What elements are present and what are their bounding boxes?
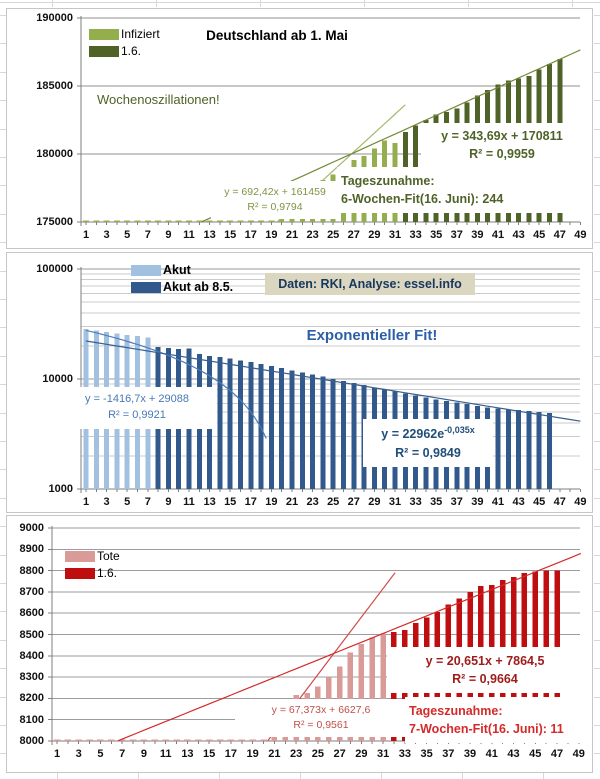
x-axis-label: 9 bbox=[165, 496, 172, 508]
x-axis-label: 13 bbox=[181, 748, 194, 760]
sheet-gridline bbox=[594, 271, 600, 272]
sheet-gridline bbox=[594, 725, 600, 726]
legend-label: Tote bbox=[97, 549, 120, 563]
y-axis-label: 10000 bbox=[42, 373, 73, 385]
x-axis-label: 17 bbox=[244, 229, 257, 241]
sheet-gridline bbox=[594, 129, 600, 130]
x-axis-label: 5 bbox=[124, 496, 131, 508]
sheet-gridline bbox=[594, 526, 600, 527]
trend-label-6-wochen bbox=[421, 123, 583, 167]
sheet-gridline bbox=[0, 15, 6, 16]
trend-equation: $y = 22962e^{-0,035x}$ bbox=[381, 425, 475, 442]
x-axis-label: 49 bbox=[572, 748, 585, 760]
x-axis-label: 11 bbox=[183, 229, 195, 241]
trend-equation: y = 67,373x + 6627,6 bbox=[271, 703, 371, 716]
legend-swatch-1-6 bbox=[65, 568, 95, 579]
x-axis-label: 3 bbox=[75, 748, 82, 760]
y-axis-label: 1000 bbox=[48, 483, 73, 495]
x-axis-label: 33 bbox=[398, 748, 411, 760]
legend-label: 1.6. bbox=[97, 566, 118, 580]
x-axis-label: 5 bbox=[124, 229, 131, 241]
legend bbox=[65, 550, 120, 580]
x-axis-label: 39 bbox=[471, 229, 484, 241]
sheet-gridline bbox=[594, 413, 600, 414]
x-axis-label: 49 bbox=[574, 229, 587, 241]
sheet-gridline bbox=[594, 555, 600, 556]
sheet-gridline bbox=[0, 271, 6, 272]
x-axis-label: 31 bbox=[388, 229, 402, 241]
sheet-gridline bbox=[594, 583, 600, 584]
sheet-gridline bbox=[594, 214, 600, 215]
x-axis-label: 29 bbox=[368, 229, 381, 241]
x-axis-label: 41 bbox=[491, 229, 505, 241]
trend-equation: y = 692,42x + 161459 bbox=[224, 185, 326, 198]
chart-infections-panel bbox=[6, 8, 593, 249]
sheet-gridline bbox=[364, 0, 365, 7]
chart-active-cases-panel bbox=[6, 252, 593, 513]
sheet-gridline bbox=[462, 773, 463, 779]
daily-increase-note bbox=[337, 167, 587, 213]
sheet-gridline bbox=[594, 753, 600, 754]
x-axis-label: 17 bbox=[224, 748, 238, 760]
x-axis-label: 39 bbox=[471, 496, 484, 508]
sheet-gridline bbox=[0, 185, 6, 186]
sheet-gridline bbox=[594, 100, 600, 101]
sheet-gridline bbox=[594, 15, 600, 16]
legend-swatch-1-6 bbox=[89, 46, 119, 57]
sheet-gridline bbox=[0, 242, 6, 243]
increase-value: 7-Wochen-Fit(16. Juni): 11 bbox=[409, 722, 564, 736]
trend-equation: y = -1416,7x + 29088 bbox=[85, 393, 189, 406]
legend-label: Akut bbox=[163, 263, 191, 277]
sheet-gridline bbox=[0, 327, 6, 328]
sheet-gridline bbox=[594, 157, 600, 158]
x-axis-label: 23 bbox=[290, 748, 303, 760]
x-axis-label: 17 bbox=[244, 496, 257, 508]
sheet-gridline bbox=[594, 72, 600, 73]
x-axis-label: 7 bbox=[144, 229, 151, 241]
exponential-fit-headline: Exponentieller Fit! bbox=[306, 327, 438, 344]
x-axis-label: 37 bbox=[450, 229, 463, 241]
sheet-gridline bbox=[594, 384, 600, 385]
trend-r2: R² = 0,9849 bbox=[395, 445, 461, 460]
x-axis-label: 15 bbox=[224, 229, 237, 241]
x-axis-label: 13 bbox=[203, 229, 216, 241]
x-axis-label: 39 bbox=[463, 748, 477, 760]
sheet-gridline bbox=[0, 611, 6, 612]
x-axis-label: 31 bbox=[376, 748, 390, 760]
y-axis-label: 8300 bbox=[19, 671, 44, 684]
x-axis-label: 31 bbox=[388, 496, 402, 508]
legend-label: Akut ab 8.5. bbox=[163, 280, 234, 294]
legend-label: 1.6. bbox=[121, 44, 142, 58]
x-axis-label: 1 bbox=[82, 496, 90, 508]
sheet-gridline bbox=[0, 583, 6, 584]
x-axis-label: 7 bbox=[119, 748, 126, 760]
x-axis-label: 25 bbox=[311, 748, 324, 760]
data-source-note: Daten: RKI, Analyse: essel.info bbox=[265, 273, 475, 295]
x-axis-label: 3 bbox=[103, 496, 110, 508]
sheet-gridline bbox=[572, 0, 573, 7]
x-axis-label: 33 bbox=[409, 496, 422, 508]
y-axis-label: 100000 bbox=[36, 263, 73, 275]
sheet-gridline bbox=[0, 413, 6, 414]
x-axis-label: 29 bbox=[368, 496, 381, 508]
x-axis-label: 11 bbox=[159, 748, 172, 760]
trend-label-exponential bbox=[363, 419, 493, 467]
sheet-gridline bbox=[0, 129, 6, 130]
x-axis-label: 21 bbox=[285, 496, 299, 508]
increase-value: 6-Wochen-Fit(16. Juni): 244 bbox=[341, 192, 504, 206]
sheet-gridline bbox=[0, 469, 6, 470]
y-axis-label: 175000 bbox=[36, 216, 73, 228]
legend-item bbox=[131, 281, 233, 294]
sheet-gridline bbox=[0, 384, 6, 385]
legend bbox=[131, 264, 233, 294]
trend-label-7-wochen bbox=[387, 647, 583, 693]
y-axis-label: 8100 bbox=[19, 713, 44, 726]
trend-label-tote bbox=[235, 699, 407, 737]
trend-r2: R² = 0,9921 bbox=[108, 409, 166, 421]
x-axis-label: 27 bbox=[347, 229, 360, 241]
y-axis-label: 8400 bbox=[19, 649, 44, 662]
x-axis-label: 43 bbox=[507, 748, 520, 760]
sheet-gridline bbox=[0, 725, 6, 726]
x-axis-label: 45 bbox=[533, 229, 546, 241]
sheet-gridline bbox=[594, 43, 600, 44]
x-axis-label: 47 bbox=[550, 748, 564, 760]
legend-swatch-akut-ab-8-5 bbox=[131, 282, 161, 293]
x-axis-label: 11 bbox=[183, 496, 195, 508]
sheet-gridline bbox=[0, 43, 6, 44]
trend-equation: y = 20,651x + 7864,5 bbox=[425, 653, 545, 668]
sheet-gridline bbox=[0, 697, 6, 698]
legend-item bbox=[65, 550, 120, 563]
sheet-gridline bbox=[594, 356, 600, 357]
x-axis-label: 1 bbox=[53, 748, 61, 760]
sheet-gridline bbox=[594, 498, 600, 499]
x-axis-label: 15 bbox=[224, 496, 237, 508]
chart-title: Deutschland ab 1. Mai bbox=[206, 28, 348, 43]
x-axis-label: 37 bbox=[450, 496, 463, 508]
x-axis-label: 45 bbox=[529, 748, 542, 760]
x-axis-label: 47 bbox=[553, 496, 566, 508]
legend-swatch-akut bbox=[131, 265, 161, 276]
x-axis-label: 21 bbox=[285, 229, 299, 241]
sheet-gridline bbox=[594, 668, 600, 669]
x-axis-label: 49 bbox=[574, 496, 587, 508]
sheet-gridline bbox=[219, 773, 220, 779]
increase-title: Tageszunahme: bbox=[341, 173, 435, 188]
x-axis-label: 9 bbox=[165, 229, 172, 241]
sheet-gridline bbox=[0, 555, 6, 556]
exponent: -0,035x bbox=[444, 425, 475, 436]
x-axis-label: 33 bbox=[409, 229, 422, 241]
legend-swatch-tote bbox=[65, 551, 95, 562]
x-axis-label: 27 bbox=[347, 496, 360, 508]
x-axis-label: 35 bbox=[430, 229, 443, 241]
sheet-gridline bbox=[468, 0, 469, 7]
sheet-gridline bbox=[594, 299, 600, 300]
sheet-gridline bbox=[0, 299, 6, 300]
sheet-gridline bbox=[0, 640, 6, 641]
x-axis-label: 21 bbox=[268, 748, 281, 760]
sheet-gridline bbox=[594, 242, 600, 243]
x-axis-label: 15 bbox=[203, 748, 216, 760]
legend-swatch-infiziert bbox=[89, 29, 119, 40]
x-axis-label: 35 bbox=[430, 496, 443, 508]
sheet-gridline bbox=[0, 498, 6, 499]
x-axis-label: 41 bbox=[485, 748, 498, 760]
x-axis-label: 5 bbox=[97, 748, 104, 760]
x-axis-label: 35 bbox=[420, 748, 433, 760]
legend-item bbox=[89, 45, 160, 58]
x-axis-label: 25 bbox=[327, 496, 340, 508]
y-axis-label: 185000 bbox=[36, 80, 73, 92]
trend-r2: R² = 0,9794 bbox=[247, 201, 303, 213]
trend-r2: R² = 0,9664 bbox=[452, 672, 518, 686]
legend-label: Infiziert bbox=[121, 27, 160, 41]
x-axis-label: 19 bbox=[265, 496, 278, 508]
trend-r2: R² = 0,9959 bbox=[469, 147, 535, 161]
sheet-gridline bbox=[381, 773, 382, 779]
sheet-gridline bbox=[260, 0, 261, 7]
sheet-gridline bbox=[138, 773, 139, 779]
sheet-gridline bbox=[594, 327, 600, 328]
trend-equation: y = 343,69x + 170811 bbox=[441, 128, 563, 143]
sheet-gridline bbox=[594, 697, 600, 698]
x-axis-label: 41 bbox=[491, 496, 505, 508]
sheet-gridline bbox=[0, 157, 6, 158]
x-axis-label: 23 bbox=[306, 229, 319, 241]
y-axis-label: 190000 bbox=[36, 12, 73, 24]
y-axis-label: 8600 bbox=[19, 607, 44, 620]
y-axis-label: 8500 bbox=[19, 628, 44, 641]
x-axis-label: 43 bbox=[512, 229, 525, 241]
sheet-gridline bbox=[0, 441, 6, 442]
sheet-gridline bbox=[0, 100, 6, 101]
x-axis-label: 23 bbox=[306, 496, 319, 508]
x-axis-label: 13 bbox=[203, 496, 216, 508]
x-axis-label: 45 bbox=[533, 496, 546, 508]
legend-item bbox=[65, 567, 120, 580]
sheet-gridline bbox=[156, 0, 157, 7]
sheet-gridline bbox=[52, 0, 53, 7]
sheet-gridline bbox=[594, 640, 600, 641]
increase-title: Tageszunahme: bbox=[409, 703, 503, 718]
y-axis-label: 8700 bbox=[19, 585, 44, 598]
x-axis-label: 27 bbox=[333, 748, 346, 760]
x-axis-label: 47 bbox=[553, 229, 566, 241]
sheet-gridline bbox=[0, 72, 6, 73]
sheet-gridline bbox=[594, 441, 600, 442]
sheet-gridline bbox=[594, 469, 600, 470]
y-axis-label: 180000 bbox=[36, 148, 73, 160]
x-axis-label: 7 bbox=[144, 496, 151, 508]
sheet-gridline bbox=[0, 214, 6, 215]
x-axis-label: 25 bbox=[327, 229, 340, 241]
sheet-gridline bbox=[543, 773, 544, 779]
sheet-gridline bbox=[0, 668, 6, 669]
legend-item bbox=[131, 264, 233, 277]
x-axis-label: 29 bbox=[355, 748, 368, 760]
y-axis-label: 8000 bbox=[19, 735, 44, 747]
daily-increase-note bbox=[405, 697, 591, 743]
x-axis-label: 9 bbox=[140, 748, 148, 760]
sheet-gridline bbox=[594, 611, 600, 612]
x-axis-label: 43 bbox=[512, 496, 525, 508]
sheet-gridline bbox=[57, 773, 58, 779]
x-axis-label: 19 bbox=[246, 748, 259, 760]
trend-label-mai bbox=[211, 181, 339, 219]
weekly-oscillation-note: Wochenoszillationen! bbox=[97, 92, 220, 107]
x-axis-label: 19 bbox=[265, 229, 278, 241]
x-axis-label: 1 bbox=[82, 229, 90, 241]
x-axis-label: 37 bbox=[442, 748, 455, 760]
chart-deaths-panel bbox=[6, 515, 593, 773]
sheet-gridline bbox=[0, 753, 6, 754]
sheet-gridline bbox=[0, 526, 6, 527]
sheet-gridline bbox=[594, 185, 600, 186]
sheet-gridline bbox=[0, 2, 600, 3]
y-axis-label: 9000 bbox=[19, 522, 44, 534]
y-axis-label: 8800 bbox=[19, 564, 44, 577]
y-axis-label: 8200 bbox=[19, 692, 44, 705]
y-axis-label: 8900 bbox=[19, 543, 44, 556]
sheet-gridline bbox=[300, 773, 301, 779]
trend-r2: R² = 0,9561 bbox=[293, 719, 349, 731]
sheet-gridline bbox=[0, 356, 6, 357]
x-axis-label: 3 bbox=[103, 229, 110, 241]
trend-label-linear bbox=[57, 387, 217, 429]
